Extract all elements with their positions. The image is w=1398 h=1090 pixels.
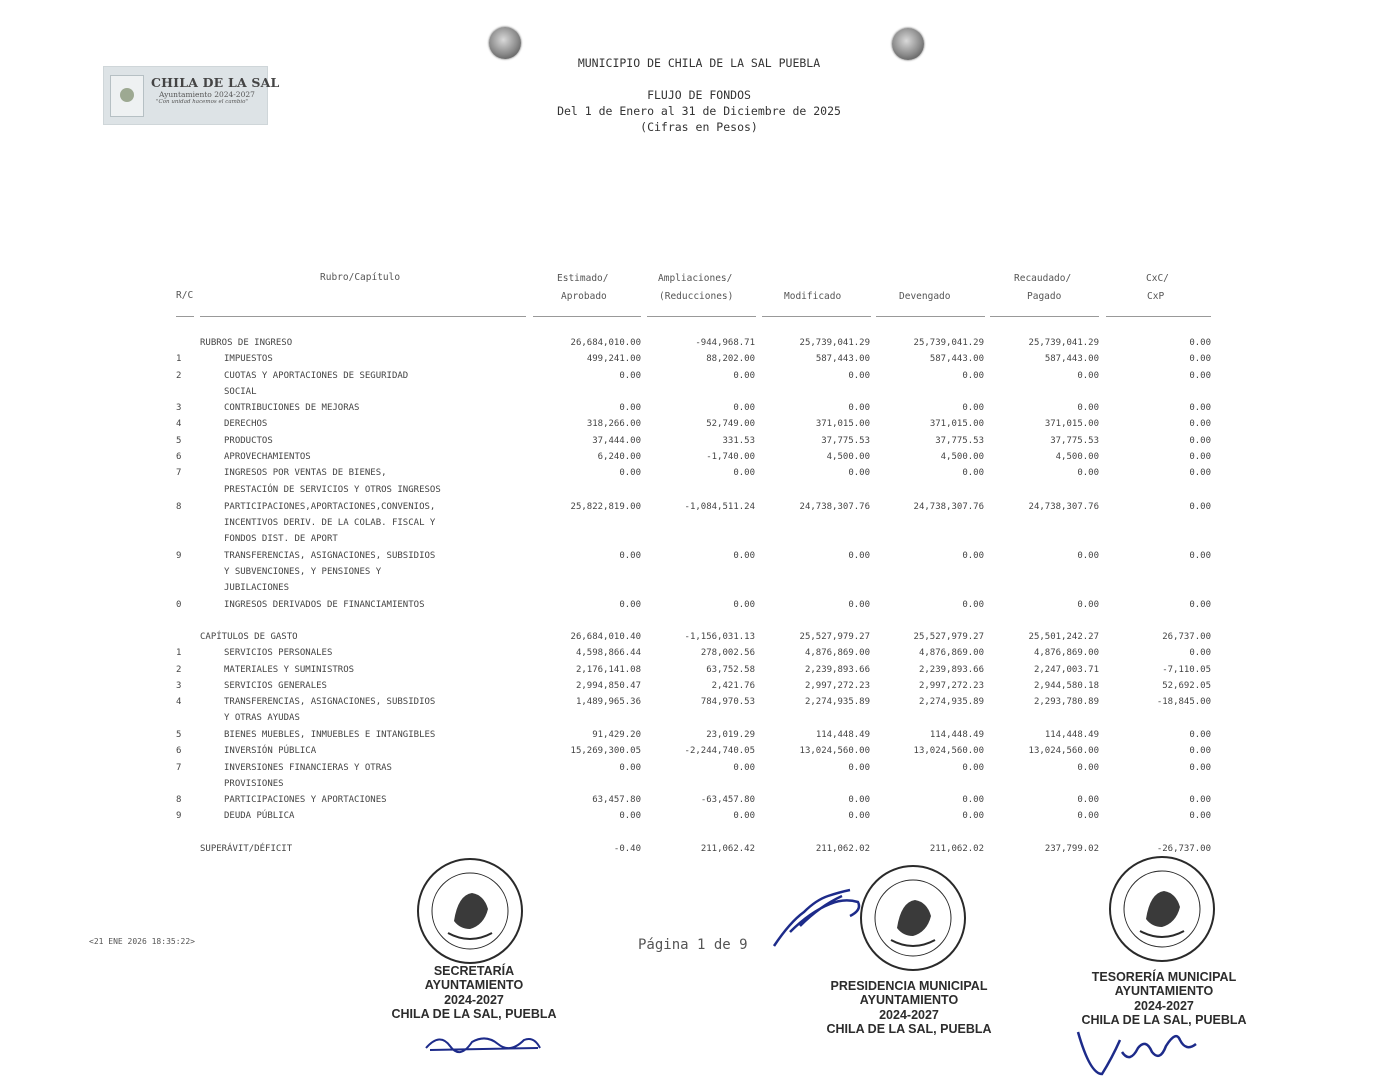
table-row: FONDOS DIST. DE APORT [224,534,338,544]
col-devengado: Devengado [899,291,951,302]
table-row: 7 INVERSIONES FINANCIERAS Y OTRAS 0.00 0.00 0.00 0.00 0.00 0.00 [176,763,1211,773]
table-row: 4 TRANSFERENCIAS, ASIGNACIONES, SUBSIDIOS 1,489,965.36 784,970.53 2,274,935.89 2,274,935.89 2,293,780.89 -18,845.00 [176,697,1211,707]
table-row: 9 TRANSFERENCIAS, ASIGNACIONES, SUBSIDIOS 0.00 0.00 0.00 0.00 0.00 0.00 [176,551,1211,561]
header-rule [990,316,1099,317]
header-rule [876,316,985,317]
col-rubro: Rubro/Capítulo [320,272,401,283]
eagle-seal-icon [857,862,969,974]
table-row: 8 PARTICIPACIONES Y APORTACIONES 63,457.80 -63,457.80 0.00 0.00 0.00 0.00 [176,795,1211,805]
signature-presidencia [770,882,870,952]
col-estimado-2: Aprobado [561,291,607,302]
report-period: Del 1 de Enero al 31 de Diciembre de 2025 [557,104,841,118]
stamp-secretaria: SECRETARÍA AYUNTAMIENTO 2024-2027 CHILA DE LA SAL, PUEBLA [391,964,557,1022]
table-row: PROVISIONES [224,779,284,789]
table-row: Y SUBVENCIONES, Y PENSIONES Y [224,567,382,577]
eagle-seal-icon [1106,853,1218,965]
table-row: 1 IMPUESTOS 499,241.00 88,202.00 587,443.00 587,443.00 587,443.00 0.00 [176,354,1211,364]
table-row: 9 DEUDA PÚBLICA 0.00 0.00 0.00 0.00 0.00 0.00 [176,811,1211,821]
stamp-tesoreria: TESORERÍA MUNICIPAL AYUNTAMIENTO 2024-2027 CHILA DE LA SAL, PUEBLA [1081,970,1247,1028]
table-row: 2 MATERIALES Y SUMINISTROS 2,176,141.08 63,752.58 2,239,893.66 2,239,893.66 2,247,003.71 -7,110.05 [176,665,1211,675]
logo-slogan: "Con unidad hacemos el cambio" [156,99,248,105]
table-row: INCENTIVOS DERIV. DE LA COLAB. FISCAL Y [224,518,436,528]
table-row: 2 CUOTAS Y APORTACIONES DE SEGURIDAD 0.00 0.00 0.00 0.00 0.00 0.00 [176,371,1211,381]
col-cxc-2: CxP [1147,291,1165,302]
report-units: (Cifras en Pesos) [640,120,758,134]
header-rule [533,316,641,317]
header-rule [1106,316,1211,317]
table-row: JUBILACIONES [224,583,290,593]
col-cxc-1: CxC/ [1146,273,1169,284]
col-estimado-1: Estimado/ [557,273,609,284]
col-rc: R/C [176,290,194,301]
table-row: 3 CONTRIBUCIONES DE MEJORAS 0.00 0.00 0.00 0.00 0.00 0.00 [176,403,1211,413]
municipality-title: MUNICIPIO DE CHILA DE LA SAL PUEBLA [577,56,821,70]
col-ampl-1: Ampliaciones/ [658,273,733,284]
col-recaudado-1: Recaudado/ [1014,273,1072,284]
table-row: 6 APROVECHAMIENTOS 6,240.00 -1,740.00 4,500.00 4,500.00 4,500.00 0.00 [176,452,1211,462]
table-row: SOCIAL [224,387,257,397]
table-row: 4 DERECHOS 318,266.00 52,749.00 371,015.00 371,015.00 371,015.00 0.00 [176,419,1211,429]
header-rule [762,316,871,317]
col-ampl-2: (Reducciones) [659,291,734,302]
col-modificado: Modificado [784,291,842,302]
logo-name: CHILA DE LA SAL [151,75,280,90]
table-row: 6 INVERSIÓN PÚBLICA 15,269,300.05 -2,244,740.05 13,024,560.00 13,024,560.00 13,024,560.00 0.00 [176,746,1211,756]
header-rule [647,316,756,317]
eagle-seal-icon [414,855,526,967]
table-row: 5 BIENES MUEBLES, INMUEBLES E INTANGIBLES 91,429.20 23,019.29 114,448.49 114,448.49 114,448.49 0.00 [176,730,1211,740]
col-recaudado-2: Pagado [1027,291,1062,302]
table-row: 0 INGRESOS DERIVADOS DE FINANCIAMIENTOS 0.00 0.00 0.00 0.00 0.00 0.00 [176,600,1211,610]
table-row: SUPERÁVIT/DÉFICIT -0.40 211,062.42 211,062.02 211,062.02 237,799.02 -26,737.00 [200,844,1211,854]
page-number: Página 1 de 9 [638,937,748,953]
header-rule [200,316,526,317]
signature-secretaria [420,1028,560,1058]
table-row: Y OTRAS AYUDAS [224,713,300,723]
logo-subtitle: Ayuntamiento 2024-2027 [159,90,255,99]
table-row: 3 SERVICIOS GENERALES 2,994,850.47 2,421.76 2,997,272.23 2,997,272.23 2,944,580.18 52,692.05 [176,681,1211,691]
table-row: PRESTACIÓN DE SERVICIOS Y OTROS INGRESOS [224,485,441,495]
header-rule [176,316,194,317]
punch-hole-left [489,27,521,59]
table-row: CAPÍTULOS DE GASTO 26,684,010.40 -1,156,031.13 25,527,979.27 25,527,979.27 25,501,242.27 26,737.00 [200,632,1211,642]
table-row: 5 PRODUCTOS 37,444.00 331.53 37,775.53 37,775.53 37,775.53 0.00 [176,436,1211,446]
signature-tesoreria [1068,1018,1208,1080]
print-timestamp: <21 ENE 2026 18:35:22> [89,937,195,946]
table-row: 1 SERVICIOS PERSONALES 4,598,866.44 278,002.56 4,876,869.00 4,876,869.00 4,876,869.00 0.00 [176,648,1211,658]
table-row: 7 INGRESOS POR VENTAS DE BIENES, 0.00 0.00 0.00 0.00 0.00 0.00 [176,468,1211,478]
table-row: RUBROS DE INGRESO 26,684,010.00 -944,968.71 25,739,041.29 25,739,041.29 25,739,041.29 0.00 [200,338,1211,348]
report-title: FLUJO DE FONDOS [647,88,751,102]
stamp-presidencia: PRESIDENCIA MUNICIPAL AYUNTAMIENTO 2024-2027 CHILA DE LA SAL, PUEBLA [826,979,992,1037]
table-row: 8 PARTICIPACIONES,APORTACIONES,CONVENIOS, 25,822,819.00 -1,084,511.24 24,738,307.76 24,738,307.76 24,738,307.76 0.00 [176,502,1211,512]
